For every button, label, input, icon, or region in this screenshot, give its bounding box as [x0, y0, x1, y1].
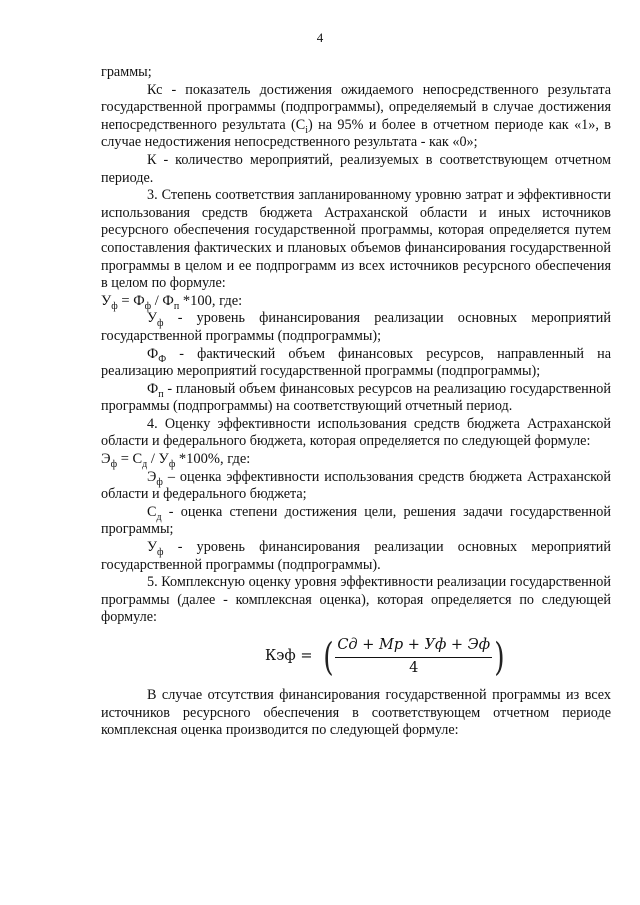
- definition-item: $У_ф$ - уровень финансирования реализации основных мероприятий государственной программы (подпрограммы).: [101, 539, 611, 573]
- document-body: [101, 64, 611, 740]
- definition-item: $У_ф$ - уровень финансирования реализации основных мероприятий государственной программы (подпрограммы);: [101, 310, 611, 344]
- fraction-numerator: Сд + Мр + Уф + Эф: [335, 637, 492, 658]
- fraction: [335, 637, 492, 677]
- paragraph: К - количество мероприятий, реализуемых в соответствующем отчетном периоде.: [101, 151, 611, 186]
- formula-lhs: Кэф =: [265, 648, 313, 665]
- page-number: 4: [316, 30, 324, 45]
- definition-item: $С_д$ - оценка степени достижения цели, решения задачи государственной программы;: [101, 503, 611, 538]
- formula-complex-score: [161, 635, 611, 680]
- right-paren: ): [494, 635, 505, 680]
- fraction-denominator: 4: [409, 659, 419, 676]
- paragraph: граммы;: [101, 64, 152, 80]
- paragraph: 4. Оценку эффективности использования средств бюджета Астраханской области и федерального бюджета, которая определяется по следующей формуле:: [101, 415, 611, 450]
- definition-item: $Ф_Ф$ - фактический объем финансовых ресурсов, направленный на реализацию мероприятий государственной программы (подпрограммы);: [101, 345, 611, 380]
- left-paren: (: [322, 635, 334, 680]
- definition-item: $Э_ф$ – оценка эффективности использования средств бюджета Астраханской области и федерального бюджета;: [101, 468, 611, 503]
- paragraph: Кс - показатель достижения ожидаемого непосредственного результата государственной программы (подпрограммы), определяемый в случае достижения непосредственного результата $(C_i)$ на 95% и более в отчетном периоде как «1», в случае недостижения непосредственного результата - как «0»;: [101, 81, 611, 151]
- paragraph: 3. Степень соответствия запланированному уровню затрат и эффективности использования средств бюджета Астраханской области и иных источников ресурсного обеспечения государственной программы, которая определяется путем сопоставления фактических и плановых объемов финансирования государственной программы в целом и ее подпрограмм из всех источников ресурсного обеспечения в целом по формуле:: [101, 187, 611, 292]
- paragraph: В случае отсутствия финансирования государственной программы из всех источников ресурсного обеспечения в соответствующем отчетном периоде комплексная оценка производится по следующей формуле:: [101, 687, 611, 739]
- formula-efficiency: $Э_ф = С_д / У_ф$ *100%, где:: [101, 451, 251, 470]
- formula-funding-level: $У_ф = Ф_ф / Ф_п$ *100, где:: [101, 292, 243, 312]
- definition-item: $Ф_п$ - плановый объем финансовых ресурсов на реализацию государственной программы (подпрограммы) на соответствующий отчетный период.: [101, 380, 611, 415]
- paragraph: 5. Комплексную оценку уровня эффективности реализации государственной программы (далее - комплексная оценка), которая определяется по следующей формуле:: [101, 574, 611, 626]
